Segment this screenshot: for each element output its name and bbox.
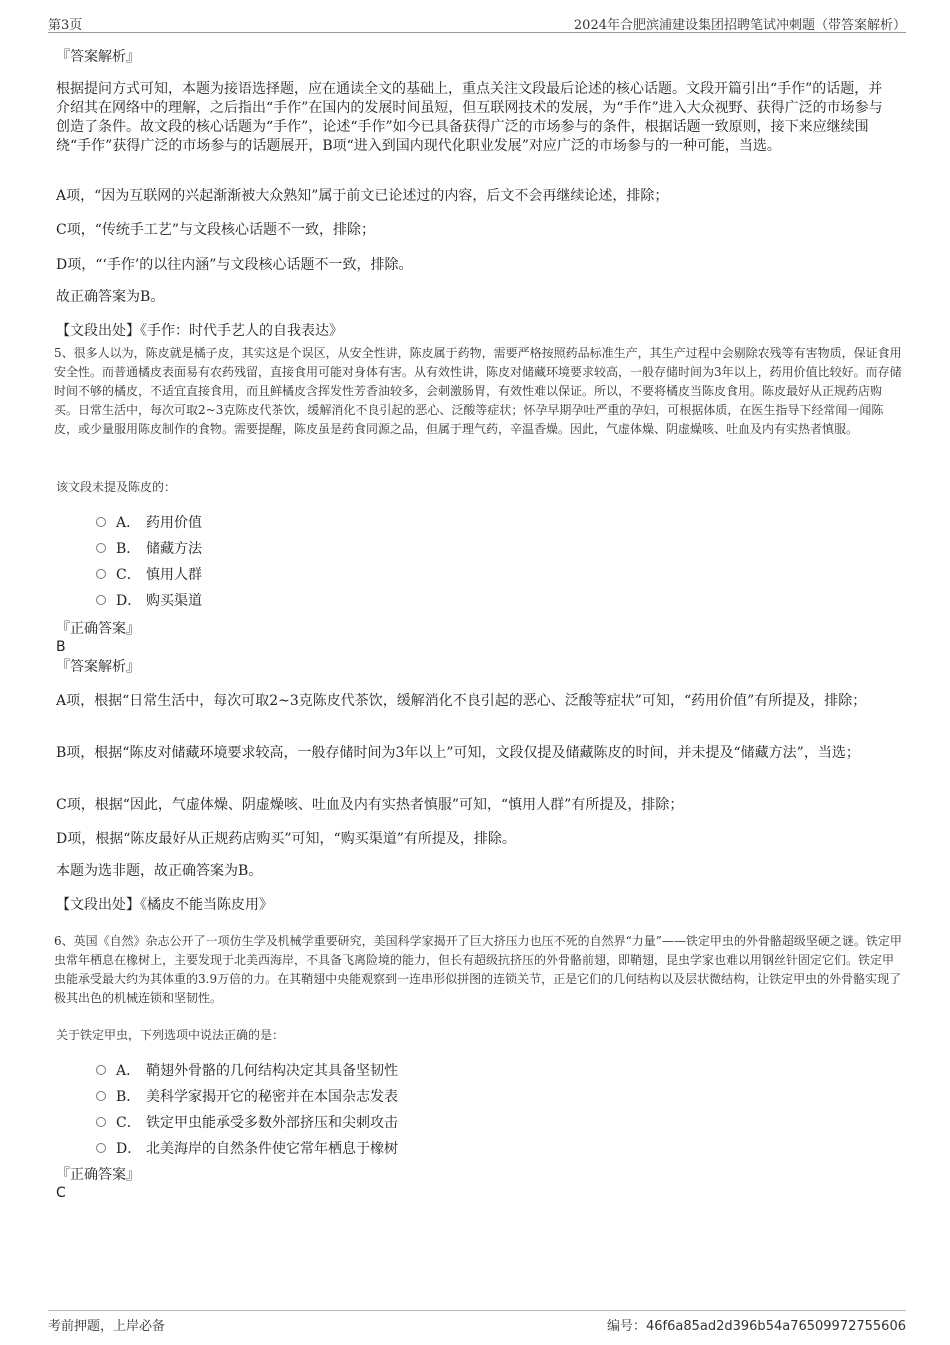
q4-analysis-label: 『答案解析』 (56, 49, 140, 65)
q6-passage: 6、英国《自然》杂志公开了一项仿生学及机械学重要研究，美国科学家揭开了巨大挤压力也压不死的自然界“力量”——铁定甲虫的外骨骼超级坚硬之谜。铁定甲虫常年栖息在橡树上，主要发现于北美西海岸，不具备飞离险境的能力，但长有超级抗挤压的外骨骼前翅，即鞘翅，昆虫学家也难以用钢丝针固定它们。铁定甲虫能承受最大约为其体重的3.9万倍的力。在其鞘翅中央能观察到一连串形似拼图的连锁关节，正是它们的几何结构以及层状微结构，让铁定甲虫的外骨骼实现了极其出色的机械连锁和坚韧性。 (54, 934, 902, 1005)
q4-source: 【文段出处】《手作：时代手艺人的自我表达》 (56, 323, 343, 339)
q6-answer: C (56, 1185, 66, 1201)
q5-option-d[interactable]: D． 购买渠道 (96, 590, 202, 612)
q6-option-c[interactable]: C． 铁定甲虫能承受多数外部挤压和尖刺攻击 (96, 1112, 398, 1134)
q6-answer-label: 『正确答案』 (56, 1167, 140, 1183)
q5-passage: 5、很多人以为，陈皮就是橘子皮，其实这是个误区，从安全性讲，陈皮属于药物，需要严格按照药品标准生产，其生产过程中会剔除农残等有害物质，保证食用安全性。而普通橘皮表面易有农药残留，直接食用可能对身体有害。从有效性讲，陈皮对储藏环境要求较高，一般存储时间为3年以上，药用价值比较好。而存储时间不够的橘皮，不适宜直接食用，而且鲜橘皮含挥发性芳香油较多，会刺激肠胃，有效性难以保证。所以，不要将橘皮当陈皮食用。陈皮最好从正规药店购买。日常生活中，每次可取2~3克陈皮代茶饮，缓解消化不良引起的恶心、泛酸等症状；怀孕早期孕吐严重的孕妇，可根据体质，在医生指导下经常闻一闻陈皮，或少量服用陈皮制作的食物。需要提醒，陈皮虽是药食同源之品，但属于理气药，辛温香燥。因此，气虚体燥、阴虚燥咳、吐血及内有实热者慎服。 (54, 346, 902, 436)
document-code (607, 1315, 906, 1334)
q5-option-c-analysis: C项，根据“因此，气虚体燥、阴虚燥咳、吐血及内有实热者慎服”可知，“慎用人群”有所提及，排除； (56, 797, 684, 813)
q5-option-a[interactable]: A． 药用价值 (96, 512, 202, 534)
page-header (48, 12, 906, 33)
q4-option-d-analysis: D项，“‘手作’的以往内涵”与文段核心话题不一致，排除。 (56, 257, 413, 273)
code-value: 46f6a85ad2d396b54a76509972755606 (645, 1319, 906, 1334)
q5-answer: B (56, 639, 66, 655)
q6-option-d[interactable]: D． 北美海岸的自然条件使它常年栖息于橡树 (96, 1138, 398, 1160)
q6-option-a[interactable]: A． 鞘翅外骨骼的几何结构决定其具备坚韧性 (96, 1060, 398, 1082)
code-label: 编号： (606, 1319, 646, 1334)
q5-answer-label: 『正确答案』 (56, 621, 140, 637)
q5-question: 该文段未提及陈皮的： (56, 480, 177, 494)
radio-icon[interactable] (96, 1091, 106, 1101)
q5-option-d-analysis: D项，根据“陈皮最好从正规药店购买”可知，“购买渠道”有所提及，排除。 (56, 831, 516, 847)
page-number: 第3页 (48, 18, 83, 33)
q5-option-b[interactable]: B． 储藏方法 (96, 538, 202, 560)
q5-source: 【文段出处】《橘皮不能当陈皮用》 (56, 897, 273, 913)
radio-icon[interactable] (96, 1143, 106, 1153)
q4-option-c-analysis: C项，“传统手工艺”与文段核心话题不一致，排除； (56, 222, 376, 238)
radio-icon[interactable] (96, 595, 106, 605)
radio-icon[interactable] (96, 1117, 106, 1127)
q4-conclusion: 故正确答案为B。 (56, 289, 165, 305)
q4-analysis-text: 根据提问方式可知，本题为接语选择题，应在通读全文的基础上，重点关注文段最后论述的核心话题。文段开篇引出“手作”的话题，并介绍其在网络中的理解，之后指出“手作”在国内的发展时间虽短，但互联网技术的发展，为“手作”进入大众视野、获得广泛的市场参与创造了条件。故文段的核心话题为“手作”，论述“手作”如今已具备获得广泛的市场参与的条件，根据话题一致原则，接下来应继续围绕“手作”获得广泛的市场参与的话题展开，B项“进入到国内现代化职业发展”对应广泛的市场参与的一种可能，当选。 (56, 81, 883, 154)
q6-question: 关于铁定甲虫，下列选项中说法正确的是： (56, 1028, 285, 1042)
q5-option-c[interactable]: C． 慎用人群 (96, 564, 202, 586)
radio-icon[interactable] (96, 517, 106, 527)
q5-analysis-label: 『答案解析』 (56, 659, 140, 675)
document-title: 2024年合肥滨浦建设集团招聘笔试冲刺题（带答案解析） (573, 18, 906, 33)
radio-icon[interactable] (96, 543, 106, 553)
page-footer (48, 1310, 906, 1333)
radio-icon[interactable] (96, 569, 106, 579)
q6-option-b[interactable]: B． 美科学家揭开它的秘密并在本国杂志发表 (96, 1086, 398, 1108)
q5-conclusion: 本题为选非题，故正确答案为B。 (56, 863, 263, 879)
footer-slogan: 考前押题，上岸必备 (48, 1319, 166, 1334)
radio-icon[interactable] (96, 1065, 106, 1075)
q5-option-b-analysis: B项，根据“陈皮对储藏环境要求较高，一般存储时间为3年以上”可知，文段仅提及储藏陈皮的时间，并未提及“储藏方法”，当选； (56, 745, 860, 761)
q4-option-a-analysis: A项，“因为互联网的兴起渐渐被大众熟知”属于前文已论述过的内容，后文不会再继续论述，排除； (56, 188, 669, 204)
q5-option-a-analysis: A项，根据“日常生活中，每次可取2~3克陈皮代茶饮，缓解消化不良引起的恶心、泛酸等症状”可知，“药用价值”有所提及，排除； (56, 693, 867, 709)
